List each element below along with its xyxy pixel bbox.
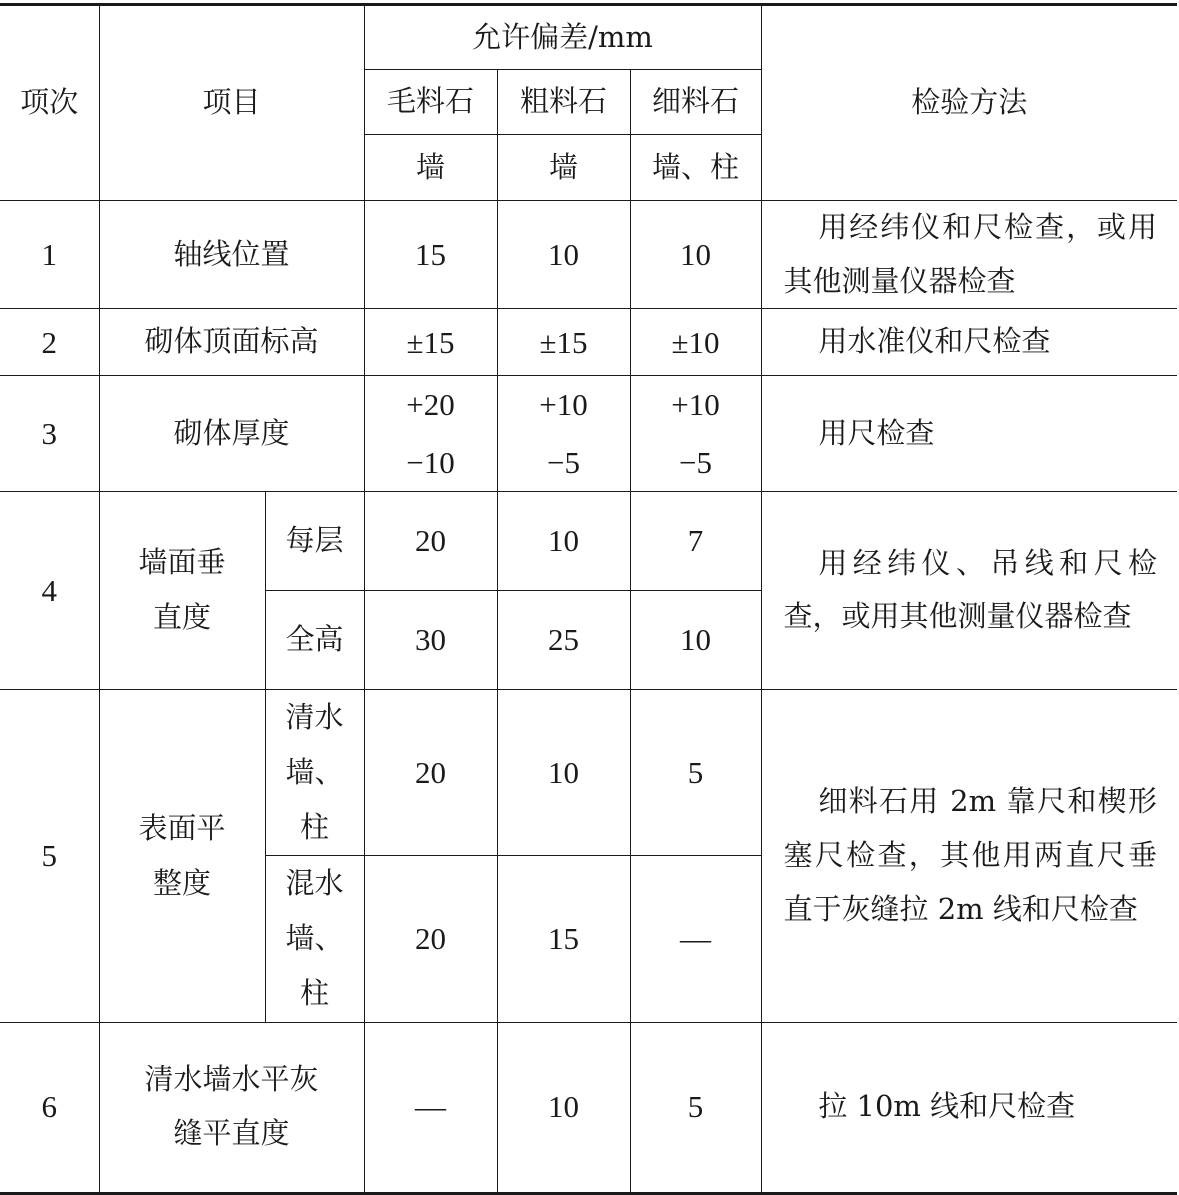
header-index: 项次	[0, 5, 99, 201]
table-row	[0, 491, 1177, 590]
value-rough: 15	[364, 201, 497, 309]
value-fine: 5	[630, 1022, 761, 1193]
value-coarse: 10	[497, 491, 630, 590]
row-method	[761, 1022, 1177, 1193]
value-coarse: 10	[497, 689, 630, 855]
upper-tolerance: +20	[406, 387, 455, 423]
row-item: 轴线位置	[99, 201, 364, 309]
value-coarse: 10	[497, 201, 630, 309]
header-stone-fine: 细料石	[630, 70, 761, 135]
method-text: 用经纬仪和尺检查，或用其他测量仪器检查	[783, 210, 1158, 298]
value-fine: 10	[630, 201, 761, 309]
header-part-rough: 墙	[364, 135, 497, 201]
row-method	[761, 309, 1177, 376]
method-text: 用水准仪和尺检查	[818, 324, 1051, 359]
row-index: 5	[0, 689, 99, 1022]
value-fine: 10	[630, 590, 761, 689]
header-stone-rough: 毛料石	[364, 70, 497, 135]
row-item: 清水墙水平灰缝平直度	[99, 1022, 364, 1193]
value-rough: 20	[364, 856, 497, 1022]
table-row	[0, 376, 1177, 492]
value-coarse: 10	[497, 1022, 630, 1193]
header-part-fine: 墙、柱	[630, 135, 761, 201]
value-fine: 5	[630, 689, 761, 855]
row-index: 6	[0, 1022, 99, 1193]
row-index: 3	[0, 376, 99, 492]
row-item: 表面平整度	[99, 689, 265, 1022]
lower-tolerance: −5	[547, 444, 580, 480]
table-row	[0, 1022, 1177, 1193]
row-method	[761, 376, 1177, 492]
row-index: 1	[0, 201, 99, 309]
value-fine	[630, 376, 761, 492]
header-item: 项目	[99, 5, 364, 201]
value-coarse: 25	[497, 590, 630, 689]
table-row	[0, 201, 1177, 309]
subrow-label: 清水墙、柱	[265, 689, 364, 855]
value-rough: 30	[364, 590, 497, 689]
row-index: 4	[0, 491, 99, 689]
value-rough: 20	[364, 491, 497, 590]
value-rough: —	[364, 1022, 497, 1193]
row-method	[761, 491, 1177, 689]
row-index: 2	[0, 309, 99, 376]
value-fine: 7	[630, 491, 761, 590]
row-method	[761, 201, 1177, 309]
value-rough: ±15	[364, 309, 497, 376]
value-fine: ±10	[630, 309, 761, 376]
upper-tolerance: +10	[671, 387, 720, 423]
row-item: 砌体顶面标高	[99, 309, 364, 376]
method-text: 用尺检查	[818, 415, 935, 450]
header-method: 检验方法	[761, 5, 1177, 201]
row-item: 砌体厚度	[99, 376, 364, 492]
header-stone-coarse: 粗料石	[497, 70, 630, 135]
value-coarse: ±15	[497, 309, 630, 376]
header-part-coarse: 墙	[497, 135, 630, 201]
value-coarse: 15	[497, 856, 630, 1022]
subrow-label: 全高	[265, 590, 364, 689]
lower-tolerance: −5	[679, 444, 712, 480]
row-method	[761, 689, 1177, 1022]
row-item: 墙面垂直度	[99, 491, 265, 689]
table-row	[0, 689, 1177, 855]
table-row	[0, 309, 1177, 376]
subrow-label: 每层	[265, 491, 364, 590]
value-rough: 20	[364, 689, 497, 855]
method-text: 用经纬仪、吊线和尺检查，或用其他测量仪器检查	[783, 545, 1158, 634]
method-text: 细料石用 2m 靠尺和楔形塞尺检查，其他用两直尺垂直于灰缝拉 2m 线和尺检查	[783, 784, 1158, 926]
header-deviation: 允许偏差/mm	[364, 5, 761, 70]
method-text: 拉 10m 线和尺检查	[818, 1089, 1076, 1124]
lower-tolerance: −10	[406, 444, 455, 480]
value-rough	[364, 376, 497, 492]
subrow-label: 混水墙、柱	[265, 856, 364, 1022]
deviation-table	[0, 3, 1177, 1195]
upper-tolerance: +10	[539, 387, 588, 423]
value-coarse	[497, 376, 630, 492]
value-fine: —	[630, 856, 761, 1022]
